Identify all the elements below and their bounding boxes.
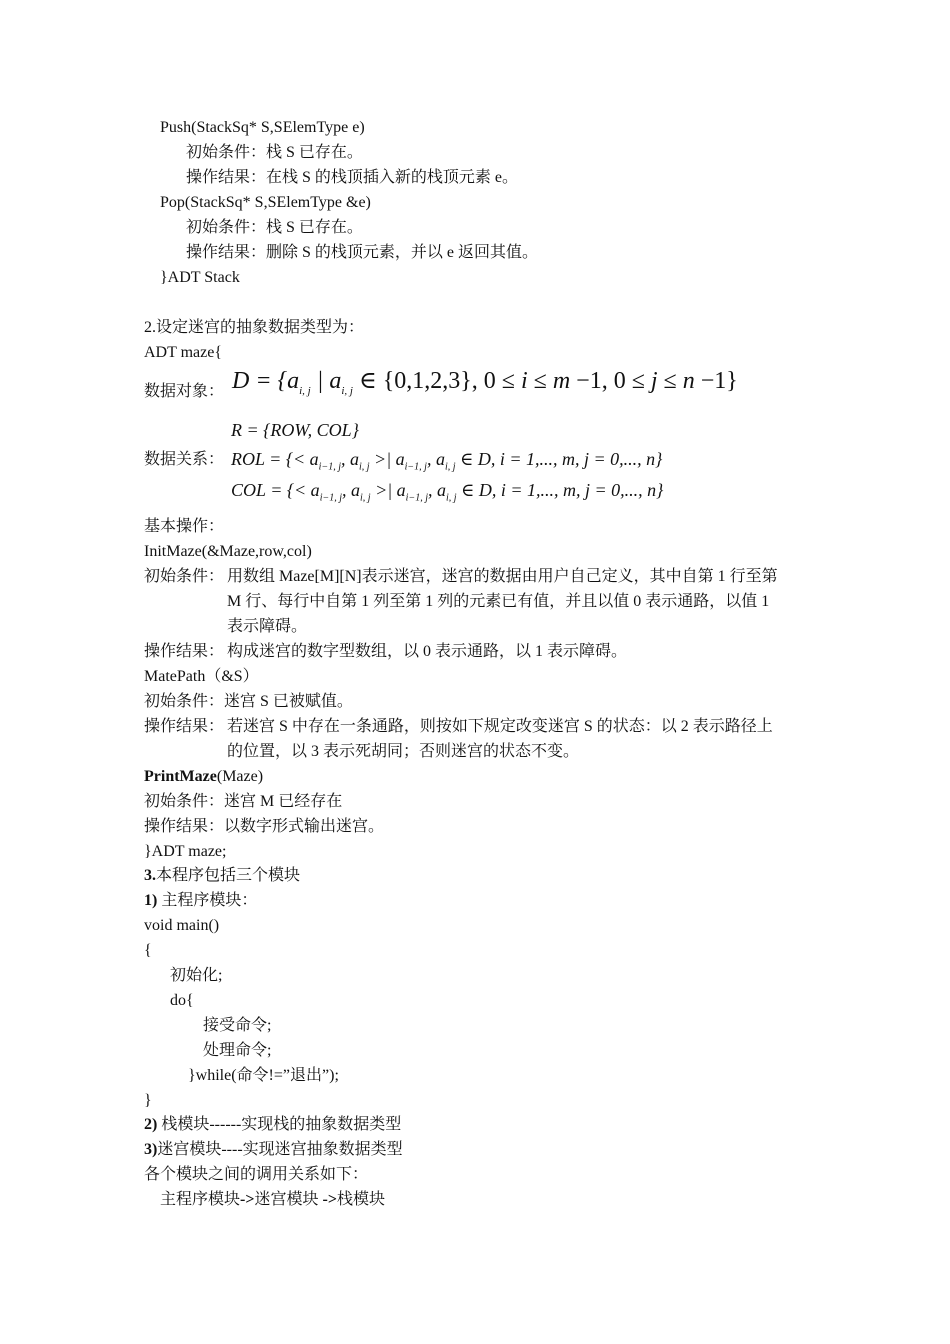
initmaze-condition-line-2: M 行、每行中自第 1 列至第 1 列的元素已有值，并且以值 0 表示通路，以值 1 <box>227 593 770 610</box>
rol-formula: ROL = {< $a_{i-1, j}$, $a_{i, j}$ >| $a_{i-1, j}$, $a_{i, j}$ ∈ D, i = 1,..., m, j = 0,..., n} <box>231 449 663 473</box>
initmaze-condition-line-1: 用数组 Maze[M][N]表示迷宫，迷宫的数据由用户自己定义，其中自第 1 行至第 <box>227 568 778 585</box>
initmaze-result: 构成迷宫的数字型数组，以 0 表示通路，以 1 表示障碍。 <box>227 643 628 660</box>
initmaze-condition-label: 初始条件： <box>144 568 225 585</box>
data-object-label: 数据对象： <box>144 383 225 400</box>
matepath-result-line-1: 若迷宫 S 中存在一条通路，则按如下规定改变迷宫 S 的状态：以 2 表示路径上 <box>227 718 773 735</box>
matepath-result-line-2: 的位置，以 3 表示死胡同；否则迷宫的状态不变。 <box>227 743 580 760</box>
data-relation-label: 数据关系： <box>144 451 225 468</box>
initmaze-result-label: 操作结果： <box>144 643 225 660</box>
code-process-command: 处理命令; <box>203 1042 272 1059</box>
pop-signature: Pop(StackSq* S,SElemType &e) <box>160 194 371 211</box>
code-open-brace: { <box>144 942 152 959</box>
printmaze-result: 操作结果：以数字形式输出迷宫。 <box>144 818 385 835</box>
code-do: do{ <box>170 992 194 1009</box>
push-operation-result: 操作结果：在栈 S 的栈顶插入新的栈顶元素 e。 <box>186 169 519 186</box>
module-1-heading: 1) 主程序模块： <box>144 892 258 909</box>
initmaze-signature: InitMaze(&Maze,row,col) <box>144 543 312 560</box>
basic-operations-label: 基本操作： <box>144 518 225 535</box>
data-object-formula: $D = \{a_{i, j}$ | $a_{i, j}$ ∈ {0,1,2,3}, 0 ≤ i ≤ m −1, 0 ≤ j ≤ n −1} <box>232 368 738 397</box>
printmaze-condition: 初始条件：迷宫 M 已经存在 <box>144 793 343 810</box>
code-accept-command: 接受命令; <box>203 1017 272 1034</box>
matepath-signature: MatePath（&S） <box>144 668 259 685</box>
initmaze-condition-line-3: 表示障碍。 <box>227 618 308 635</box>
modules-heading: 3.本程序包括三个模块 <box>144 867 301 884</box>
matepath-result-label: 操作结果： <box>144 718 225 735</box>
maze-adt-heading: 2.设定迷宫的抽象数据类型为： <box>144 319 365 336</box>
code-main-signature: void main() <box>144 917 220 934</box>
module-3-heading: 3)迷宫模块----实现迷宫抽象数据类型 <box>144 1141 403 1158</box>
r-formula: R = {ROW, COL} <box>231 420 359 440</box>
col-formula: COL = {< $a_{i-1, j}$, $a_{i, j}$ >| $a_{i-1, j}$, $a_{i, j}$ ∈ D, i = 1,..., m, j = 0,..., n} <box>231 480 664 504</box>
push-signature: Push(StackSq* S,SElemType e) <box>160 119 365 136</box>
adt-stack-end: }ADT Stack <box>160 269 240 286</box>
pop-operation-result: 操作结果：删除 S 的栈顶元素，并以 e 返回其值。 <box>186 244 539 261</box>
code-close-brace: } <box>144 1092 152 1109</box>
code-initialize: 初始化; <box>170 967 223 984</box>
module-call-relation: 主程序模块->迷宫模块 ->栈模块 <box>160 1191 385 1208</box>
pop-init-condition: 初始条件：栈 S 已存在。 <box>186 219 363 236</box>
adt-maze-begin: ADT maze{ <box>144 344 223 361</box>
matepath-condition: 初始条件：迷宫 S 已被赋值。 <box>144 693 353 710</box>
push-init-condition: 初始条件：栈 S 已存在。 <box>186 144 363 161</box>
printmaze-signature: PrintMaze(Maze) <box>144 768 264 785</box>
relation-intro: 各个模块之间的调用关系如下： <box>144 1166 369 1183</box>
module-2-heading: 2) 栈模块------实现栈的抽象数据类型 <box>144 1116 402 1133</box>
adt-maze-end: }ADT maze; <box>144 843 227 860</box>
code-while: }while(命令!=”退出”); <box>188 1067 339 1084</box>
